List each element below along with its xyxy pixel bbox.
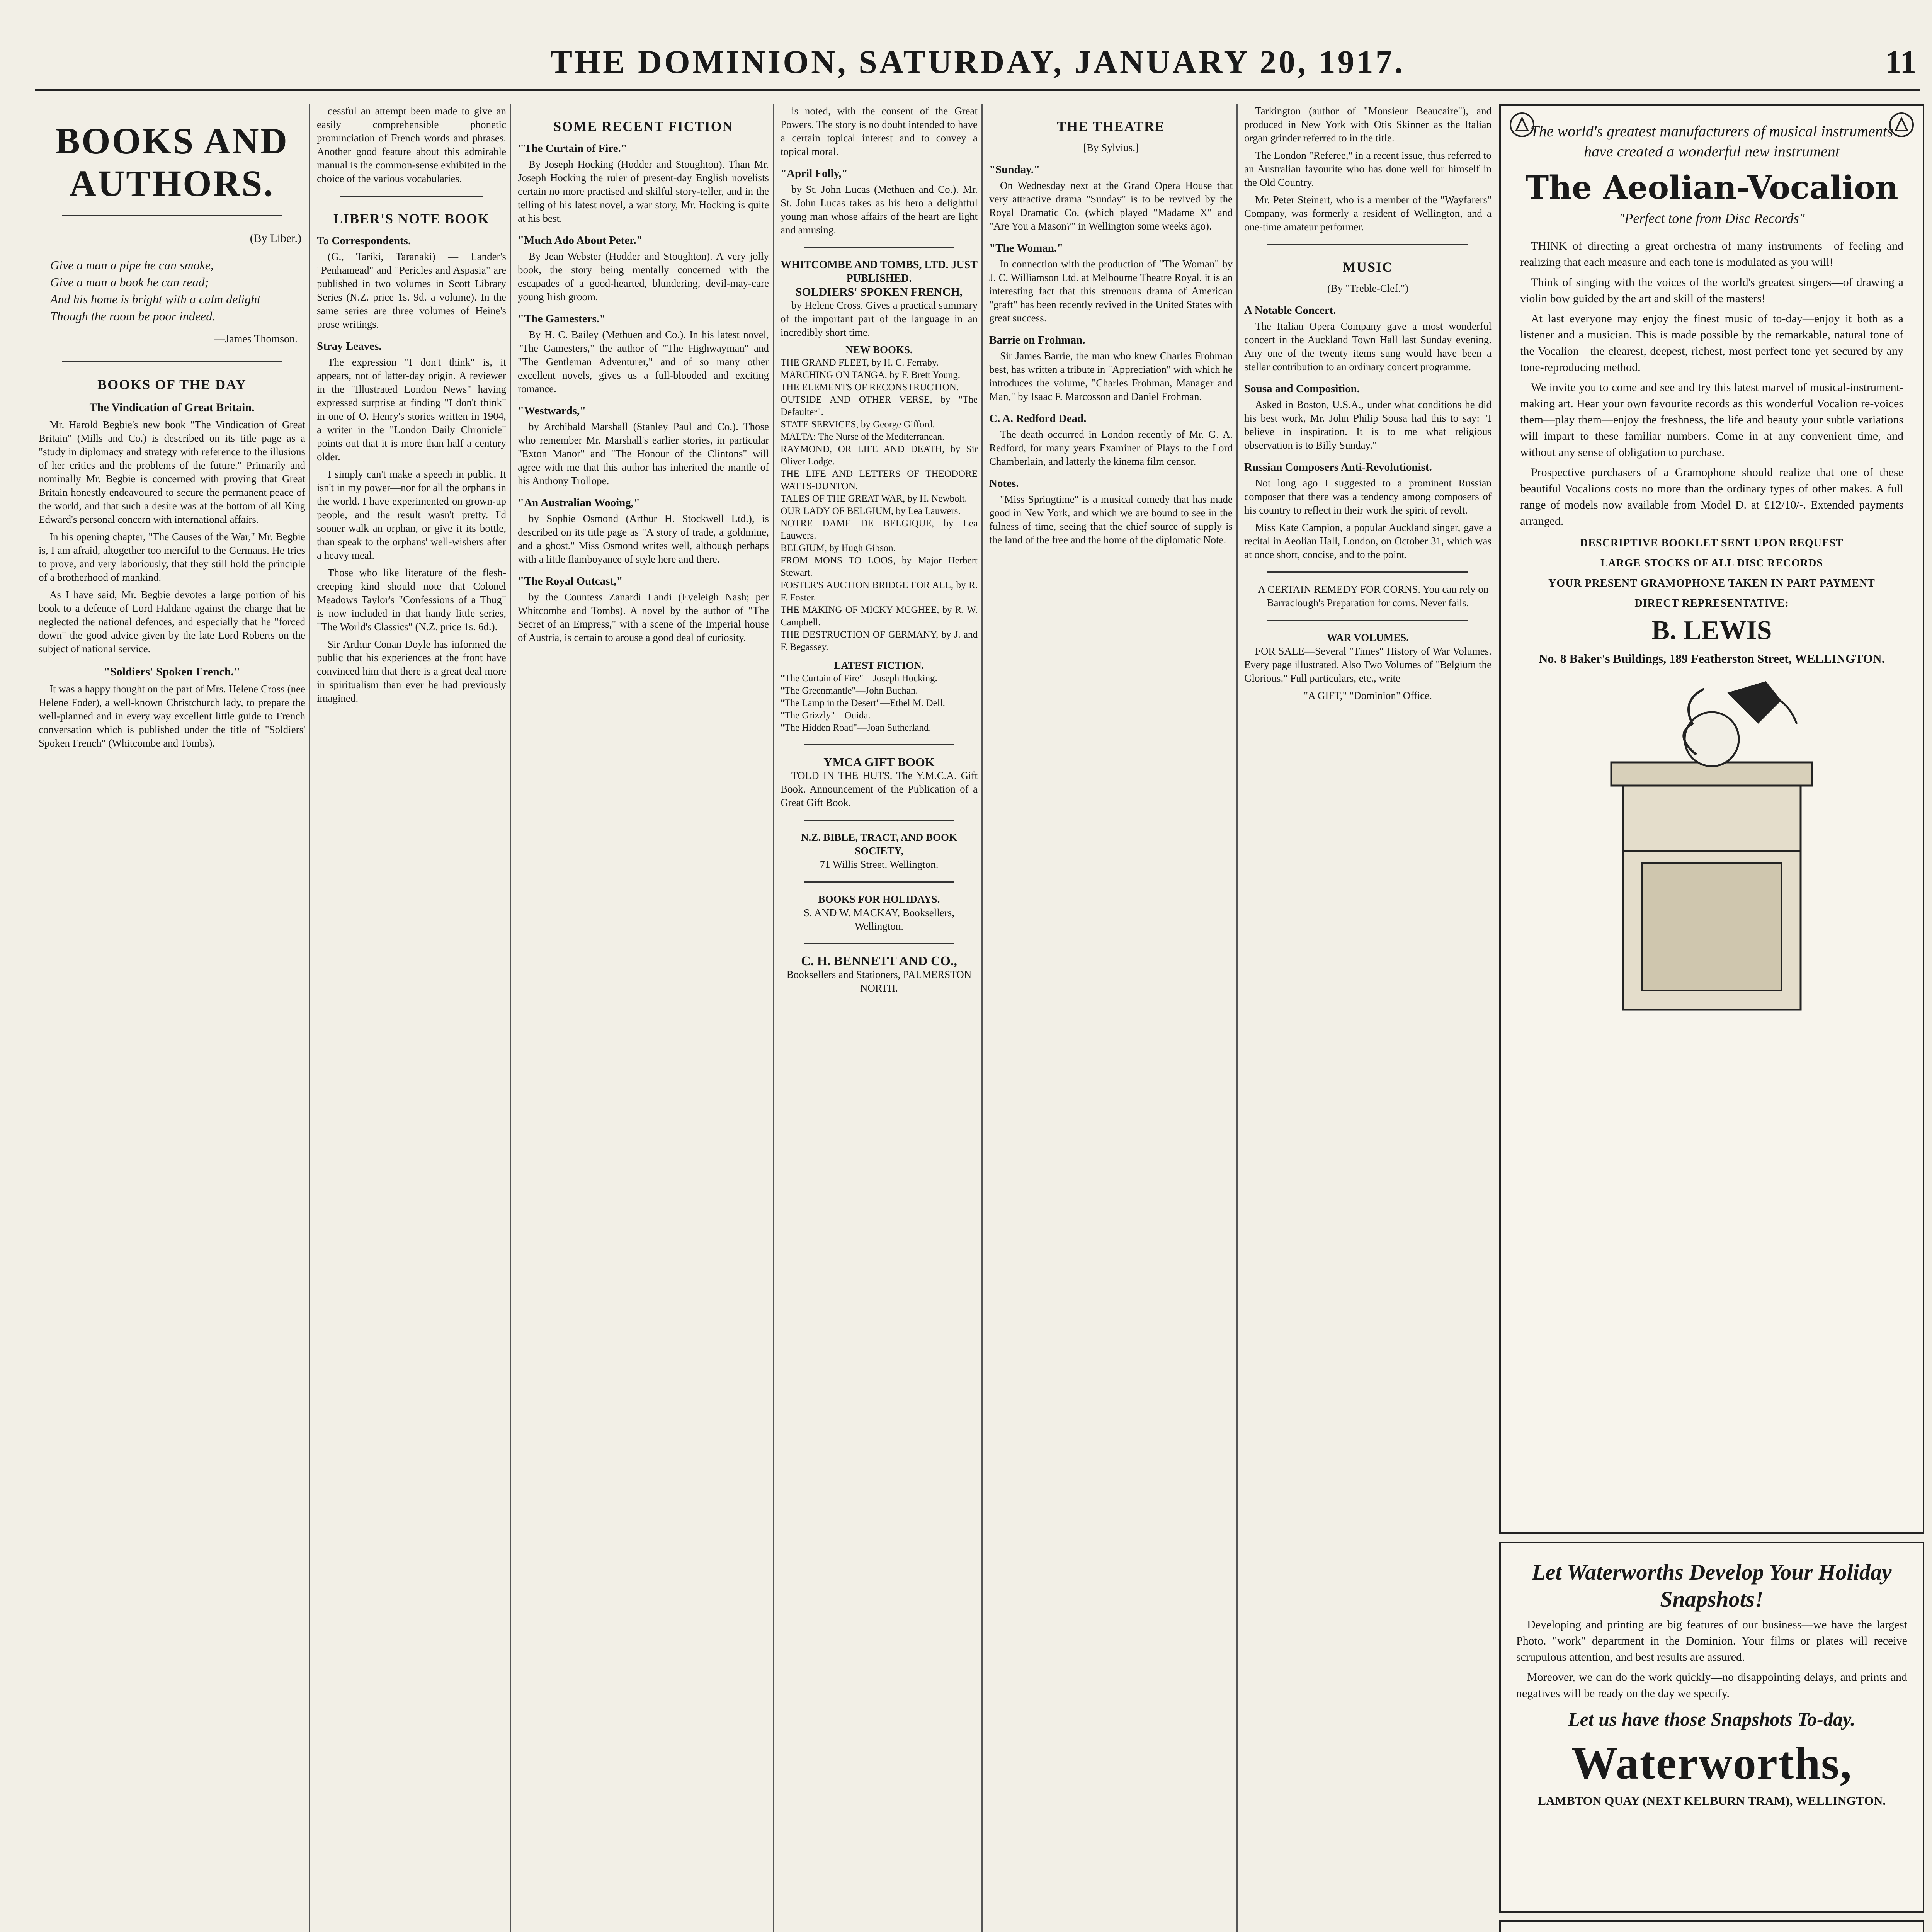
aeolian-logo-icon	[1509, 111, 1536, 138]
section-title: BOOKS AND AUTHORS.	[55, 120, 289, 204]
list-item: OUTSIDE AND OTHER VERSE, by "The Defaulter".	[781, 395, 978, 417]
epigraph-poem	[50, 257, 294, 325]
ad-call-to-action: Let us have those Snapshots To-day.	[1568, 1708, 1855, 1730]
article-paragraph: Sir Arthur Conan Doyle has informed the public that his experiences at the front have convinced him that there is a great deal more in spiritualism than ever he had previously imagined.	[317, 638, 506, 704]
waterworths-advertisement	[1499, 1542, 1924, 1913]
ad-line: DIRECT REPRESENTATIVE:	[1634, 597, 1789, 609]
article-paragraph: The death occurred in London recently of Mr. G. A. Redford, for many years Examiner of Plays to the Lord Chamberlain, and latterly the kinema film censor.	[989, 429, 1233, 467]
article-paragraph: In connection with the production of "The Woman" by J. C. Williamson Ltd. at Melbourne Theatre Royal, it is an interesting fact that this strenuous drama of American "graft" has been recently revived in the United States with great success.	[989, 258, 1233, 324]
ad-address: LAMBTON QUAY (NEXT KELBURN TRAM), WELLINGTON.	[1537, 1794, 1886, 1808]
poem-line: And his home is bright with a calm delight	[50, 292, 260, 306]
article-paragraph: As I have said, Mr. Begbie devotes a large portion of his book to a defence of Lord Haldane against the charge that he neglected the national defences, and especially that he "forced down" the good advice given by the late Lord Roberts on the subject of national service.	[39, 589, 305, 655]
review-title: "The Royal Outcast,"	[518, 575, 623, 587]
list-item: FROM MONS TO LOOS, by Major Herbert Stewart.	[781, 555, 978, 578]
section-heading: THE THEATRE	[1057, 119, 1165, 134]
review-paragraph: by Sophie Osmond (Arthur H. Stockwell Ltd.), is described on its title page as "A story of trade, a goldmine, and a ghost." Miss Osmond writes well, although perhaps with a little flamboyance of style here and there.	[518, 513, 769, 565]
article-heading: "Soldiers' Spoken French."	[104, 665, 240, 678]
divider	[62, 215, 282, 216]
ad-title: YMCA GIFT BOOK	[823, 755, 935, 769]
divider	[1267, 620, 1468, 621]
ad-brand: The Aeolian-Vocalion	[1525, 169, 1898, 206]
list-item: TALES OF THE GREAT WAR, by H. Newbolt.	[781, 493, 967, 504]
list-item: "The Lamp in the Desert"—Ethel M. Dell.	[781, 698, 945, 708]
review-paragraph: By Jean Webster (Hodder and Stoughton). A very jolly book, the story being mentally concerned with the escapades of a good-hearted, blundering, devil-may-care young Irish groom.	[518, 250, 769, 303]
list-item: NOTRE DAME DE BELGIQUE, by Lea Lauwers.	[781, 518, 978, 541]
divider	[804, 820, 954, 821]
divider	[804, 744, 954, 745]
ad-tagline: "Perfect tone from Disc Records"	[1619, 211, 1805, 226]
tyre-advertisement	[1499, 1920, 1924, 1932]
list-item: STATE SERVICES, by George Gifford.	[781, 419, 935, 430]
ad-body	[1516, 1617, 1907, 1702]
column-theatre	[989, 104, 1233, 1932]
article-paragraph: cessful an attempt been made to give an easily comprehensible phonetic pronunciation of French words and phrases. Another good feature about this admirable manual is the common-sense exhibited in the choice of the various vocabularies.	[317, 105, 506, 184]
review-title: "April Folly,"	[781, 167, 848, 180]
review-paragraph: by Archibald Marshall (Stanley Paul and Co.). Those who remember Mr. Marshall's earlier stories, in particular "Exton Manor" and "The Honour of the Clintons" will agree with me that this author has inherited the mantle of his Anthony Trollope.	[518, 421, 769, 486]
list-item: MALTA: The Nurse of the Mediterranean.	[781, 432, 945, 442]
article-paragraph: In his opening chapter, "The Causes of the War," Mr. Begbie is, I am afraid, altogether too merciful to the Germans. He tries to prove, and very laboriously, that they still hold the principle of a brotherhood of mankind.	[39, 531, 305, 583]
list-item: "The Curtain of Fire"—Joseph Hocking.	[781, 673, 937, 684]
review-paragraph: by the Countess Zanardi Landi (Eveleigh Nash; per Whitcombe and Tombs). A novel by the author of "The Secret of an Empress," with a scene of the Imperial house of Austria, is certain to arouse a good deal of curiosity.	[518, 591, 769, 643]
article-heading: To Correspondents.	[317, 235, 411, 247]
ad-heading: NEW BOOKS.	[845, 344, 913, 355]
section-heading: MUSIC	[1342, 259, 1393, 275]
ad-paragraph: We invite you to come and see and try this latest marvel of musical-instrument-making art. Hear your own favourite records as this wonderful Vocalion re-voices them—play them—enjoy the freshness, the life and beauty your subtle variations will impart to these familiar numbers. Come in at any convenient time, and without any sense of obligation to purchase.	[1520, 381, 1903, 459]
column-recent-fiction	[518, 104, 769, 1932]
section-heading: SOME RECENT FICTION	[553, 119, 733, 134]
list-item: BELGIUM, by Hugh Gibson.	[781, 543, 896, 553]
list-item: THE MAKING OF MICKY MCGHEE, by R. W. Campbell.	[781, 605, 978, 628]
ad-body	[1520, 238, 1903, 529]
ad-line: LARGE STOCKS OF ALL DISC RECORDS	[1600, 557, 1823, 569]
ad-paragraph: Moreover, we can do the work quickly—no disappointing delays, and prints and negatives will be ready on the day we specify.	[1516, 1671, 1907, 1700]
ad-heading: WHITCOMBE AND TOMBS, LTD. JUST PUBLISHED.	[781, 259, 978, 284]
poem-line: Give a man a pipe he can smoke,	[50, 258, 214, 272]
divider	[804, 247, 954, 248]
fiction-list	[781, 672, 978, 734]
divider	[804, 943, 954, 944]
review-paragraph: By Joseph Hocking (Hodder and Stoughton). Than Mr. Joseph Hocking the ruler of present-day English novelists certain no more practised and skilful story-teller, and in the telling of his latest novel, a war story, Mr. Hocking is quite at his best.	[518, 158, 769, 224]
review-title: "The Gamesters."	[518, 313, 606, 325]
ad-text: by Helene Cross. Gives a practical summary of the important part of the language in an incredibly short time.	[781, 299, 978, 338]
column-book-ads	[781, 104, 978, 1932]
column-rule	[510, 104, 511, 1932]
aeolian-logo-icon	[1888, 111, 1915, 138]
article-paragraph: Asked in Boston, U.S.A., under what conditions he did his best work, Mr. John Philip Sousa had this to say: "I believe in inspiration. It is to me what religious observation is to Billy Sunday."	[1244, 399, 1492, 451]
byline: (By "Treble-Clef.")	[1327, 282, 1408, 294]
column-rule	[773, 104, 774, 1932]
article-paragraph: The expression "I don't think" is, it appears, not of latter-day origin. A reviewer in the "Illustrated London News" having expressed surprise at finding "I don't think" in one of O. Henry's stories written in 1904, a writer in the "London Daily Chronicle" points out that it is more than half a century older.	[317, 356, 506, 463]
article-paragraph: Mr. Peter Steinert, who is a member of the "Wayfarers" Company, was formerly a resident of Wellington, and a one-time amateur performer.	[1244, 194, 1492, 233]
divider	[62, 361, 282, 362]
article-heading: "Sunday."	[989, 163, 1040, 176]
article-heading: Notes.	[989, 477, 1019, 490]
article-paragraph: Mr. Harold Begbie's new book "The Vindication of Great Britain" (Mills and Co.) is described on its title page as a "study in diplomacy and strategy with reference to the illusions of her critics and the problems of the future." Primarily and nominally Mr. Begbie is concerned with proving that Great Britain honestly endeavoured to secure the permanent peace of the world, and that such a desire was at the bottom of all King Edward's personal concern with international affairs.	[39, 419, 305, 525]
list-item: RAYMOND, OR LIFE AND DEATH, by Sir Oliver Lodge.	[781, 444, 978, 467]
byline: [By Sylvius.]	[1083, 142, 1139, 153]
article-paragraph: Miss Kate Campion, a popular Auckland singer, gave a recital in Aeolian Hall, London, on October 31, which was at once short, concise, and to the point.	[1244, 522, 1492, 560]
article-paragraph: It was a happy thought on the part of Mrs. Helene Cross (nee Helene Foder), a well-known Christchurch lady, to prepare the well-planned and in every way excellent little guide to French conversation which is published under the title of "Soldiers' Spoken French" (Whitcombe and Tombs).	[39, 683, 305, 749]
ad-headline: Let Waterworths Develop Your Holiday Snapshots!	[1532, 1560, 1892, 1612]
review-title: "The Curtain of Fire."	[518, 142, 627, 155]
section-heading: BOOKS OF THE DAY	[97, 377, 247, 392]
ad-paragraph: At last everyone may enjoy the finest music of to-day—enjoy it both as a listener and a musician. This is made possible by the remarkable, natural tone of the Vocalion—the clearest, deepest, richest, most perfect tone yet secured by any tone-reproducing method.	[1520, 312, 1903, 374]
article-paragraph: is noted, with the consent of the Great Powers. The story is no doubt intended to have a certain topical interest and to convey a topical moral.	[781, 105, 978, 157]
ad-agent-name: B. LEWIS	[1651, 616, 1772, 645]
column-rule	[309, 104, 310, 1932]
article-heading: A Notable Concert.	[1244, 304, 1336, 316]
ad-brand: Waterworths,	[1571, 1737, 1852, 1789]
ad-title: SOLDIERS' SPOKEN FRENCH,	[795, 286, 963, 298]
ad-address: 71 Willis Street, Wellington.	[820, 859, 939, 870]
article-paragraph: The London "Referee," in a recent issue, thus referred to an Australian favourite who has done well for himself in the Old Country.	[1244, 150, 1492, 188]
list-item: THE DESTRUCTION OF GERMANY, by J. and F. Begassey.	[781, 629, 978, 652]
article-paragraph: On Wednesday next at the Grand Opera House that very attractive drama "Sunday" is to be revived by the Royal Dramatic Co. (which played "Madame X" and "Are You a Mason?" in Wellington some weeks ago).	[989, 180, 1233, 232]
article-paragraph: I simply can't make a speech in public. It isn't in my power—nor for all the orphans in the world. I have experimented on grown-up people, and the result wasn't pretty. I'd sooner walk an orphan, or give it its bottle, than speak to the orphans' well-wishers after a heavy meal.	[317, 468, 506, 561]
vocalion-advertisement	[1499, 104, 1924, 1534]
article-paragraph: Tarkington (author of "Monsieur Beaucaire"), and produced in New York with Otis Skinner as the Italian organ grinder referred to in the title.	[1244, 105, 1492, 144]
ad-text: TOLD IN THE HUTS. The Y.M.C.A. Gift Book. Announcement of the Publication of a Great Gift Book.	[781, 770, 978, 808]
ad-paragraph: Think of singing with the voices of the world's greatest singers—of drawing a violin bow guided by the art and skill of the masters!	[1520, 276, 1903, 305]
review-title: "Westwards,"	[518, 405, 586, 417]
article-heading: Sousa and Composition.	[1244, 383, 1360, 395]
poem-line: Though the room be poor indeed.	[50, 309, 216, 323]
ad-paragraph: THINK of directing a great orchestra of many instruments—of feeling and realizing that each measure and each tone is modulated as you will!	[1520, 240, 1903, 269]
article-heading: The Vindication of Great Britain.	[89, 401, 255, 414]
list-item: "The Greenmantle"—John Buchan.	[781, 685, 918, 696]
article-heading: C. A. Redford Dead.	[989, 412, 1087, 425]
ad-paragraph: Developing and printing are big features of our business—we have the largest Photo. "work" department in the Dominion. Your films or plates will receive scrupulous attention, and best results are assured.	[1516, 1618, 1907, 1663]
new-books-list	[781, 357, 978, 653]
ad-line: DESCRIPTIVE BOOKLET SENT UPON REQUEST	[1580, 537, 1844, 549]
list-item: THE GRAND FLEET, by H. C. Ferraby.	[781, 357, 939, 368]
article-heading: Barrie on Frohman.	[989, 334, 1085, 346]
ad-heading: N.Z. BIBLE, TRACT, AND BOOK SOCIETY,	[801, 832, 957, 857]
ad-text: S. AND W. MACKAY, Booksellers, Wellington.	[803, 907, 955, 932]
list-item: FOSTER'S AUCTION BRIDGE FOR ALL, by R. F. Foster.	[781, 580, 978, 603]
article-paragraph: Sir James Barrie, the man who knew Charles Frohman best, has written a tribute in "Appreciation" with which he introduces the volume, "Charles Frohman, Manager and Man," by Isaac F. Marcosson and Daniel Frohman.	[989, 350, 1233, 402]
ad-address: No. 8 Baker's Buildings, 189 Featherston Street, WELLINGTON.	[1539, 651, 1885, 665]
article-paragraph: (G., Tariki, Taranaki) — Lander's "Penhamead" and "Pericles and Aspasia" are published in two volumes in Scott Library Series (N.Z. price 1s. 9d. a volume). In the same series are three volumes of Heine's prose writings.	[317, 251, 506, 330]
gramophone-illustration-icon	[1565, 677, 1859, 1017]
poem-attribution: —James Thomson.	[214, 333, 298, 345]
ad-heading: LATEST FICTION.	[834, 660, 924, 671]
divider	[340, 196, 483, 197]
poem-line: Give a man a book he can read;	[50, 275, 209, 289]
page-title: THE DOMINION, SATURDAY, JANUARY 20, 1917.	[550, 43, 1405, 80]
ad-text: FOR SALE—Several "Times" History of War Volumes. Every page illustrated. Also Two Volumes of "Belgium the Glorious." Full particulars, etc., write	[1244, 645, 1492, 684]
section-heading: LIBER'S NOTE BOOK	[333, 211, 490, 226]
review-title: "An Australian Wooing,"	[518, 497, 640, 509]
list-item: THE LIFE AND LETTERS OF THEODORE WATTS-DUNTON.	[781, 469, 978, 492]
ad-heading: BOOKS FOR HOLIDAYS.	[818, 893, 940, 905]
ad-headline: The world's greatest manufacturers of musical instruments have created a wonderful new instrument	[1530, 122, 1893, 160]
article-paragraph: Not long ago I suggested to a prominent Russian composer that there was a tendency among composers of his country to reflect in their work the spirit of revolt.	[1244, 477, 1492, 516]
ad-heading: C. H. BENNETT AND CO.,	[801, 954, 957, 968]
review-title: "Much Ado About Peter."	[518, 234, 643, 247]
ad-line: YOUR PRESENT GRAMOPHONE TAKEN IN PART PAYMENT	[1548, 577, 1875, 589]
ad-paragraph: Prospective purchasers of a Gramophone should realize that one of these beautiful Vocalions costs no more than the ordinary types of other makes. A full range of models now available from Model D. at £12/10/-. Extended payments arranged.	[1520, 466, 1903, 527]
list-item: MARCHING ON TANGA, by F. Brett Young.	[781, 370, 961, 380]
review-paragraph: By H. C. Bailey (Methuen and Co.). In his latest novel, "The Gamesters," the author of "The Highwayman" and "The Gentleman Adventurer," and of so many other excellent novels, gives us a full-blooded and exciting romance.	[518, 329, 769, 395]
masthead	[35, 43, 1920, 91]
list-item: OUR LADY OF BELGIUM, by Lea Lauwers.	[781, 506, 961, 516]
byline: (By Liber.)	[250, 232, 301, 245]
page-number: 11	[1885, 43, 1917, 80]
divider	[1267, 244, 1468, 245]
column-liber-notebook	[317, 104, 506, 1932]
column-rule	[1236, 104, 1238, 1932]
list-item: "The Grizzly"—Ouida.	[781, 710, 871, 721]
article-heading: Stray Leaves.	[317, 340, 382, 352]
article-heading: "The Woman."	[989, 242, 1063, 254]
list-item: THE ELEMENTS OF RECONSTRUCTION.	[781, 382, 959, 393]
article-paragraph: "Miss Springtime" is a musical comedy that has made good in New York, and which we are bound to see in the fulness of time, seeing that the chief source of supply is the land of the free and the home of the diplomatic Note.	[989, 493, 1233, 546]
column-music	[1244, 104, 1492, 1932]
divider	[1267, 571, 1468, 573]
ad-text: Booksellers and Stationers, PALMERSTON NORTH.	[786, 969, 972, 994]
column-books-and-authors	[39, 104, 305, 1932]
ad-text: "A GIFT," "Dominion" Office.	[1304, 690, 1432, 701]
divider	[804, 881, 954, 883]
article-paragraph: The Italian Opera Company gave a most wonderful concert in the Auckland Town Hall last Sunday evening. Any one of the twenty items sung would have been a stellar contribution to an ordinary concert programme.	[1244, 320, 1492, 372]
review-paragraph: by St. John Lucas (Methuen and Co.). Mr. St. John Lucas takes as his hero a delightful young man whose affairs of the heart are light and amusing.	[781, 184, 978, 236]
ad-text: A CERTAIN REMEDY FOR CORNS. You can rely on Barraclough's Preparation for corns. Never fails.	[1258, 583, 1489, 609]
ad-heading: WAR VOLUMES.	[1327, 632, 1409, 643]
article-heading: Russian Composers Anti-Revolutionist.	[1244, 461, 1432, 473]
list-item: "The Hidden Road"—Joan Sutherland.	[781, 723, 931, 733]
column-rule	[981, 104, 983, 1932]
article-paragraph: Those who like literature of the flesh-creeping kind should note that Colonel Meadows Taylor's "Confessions of a Thug" is now included in that handy little series, "The World's Classics" (N.Z. price 1s. 6d.).	[317, 567, 506, 633]
